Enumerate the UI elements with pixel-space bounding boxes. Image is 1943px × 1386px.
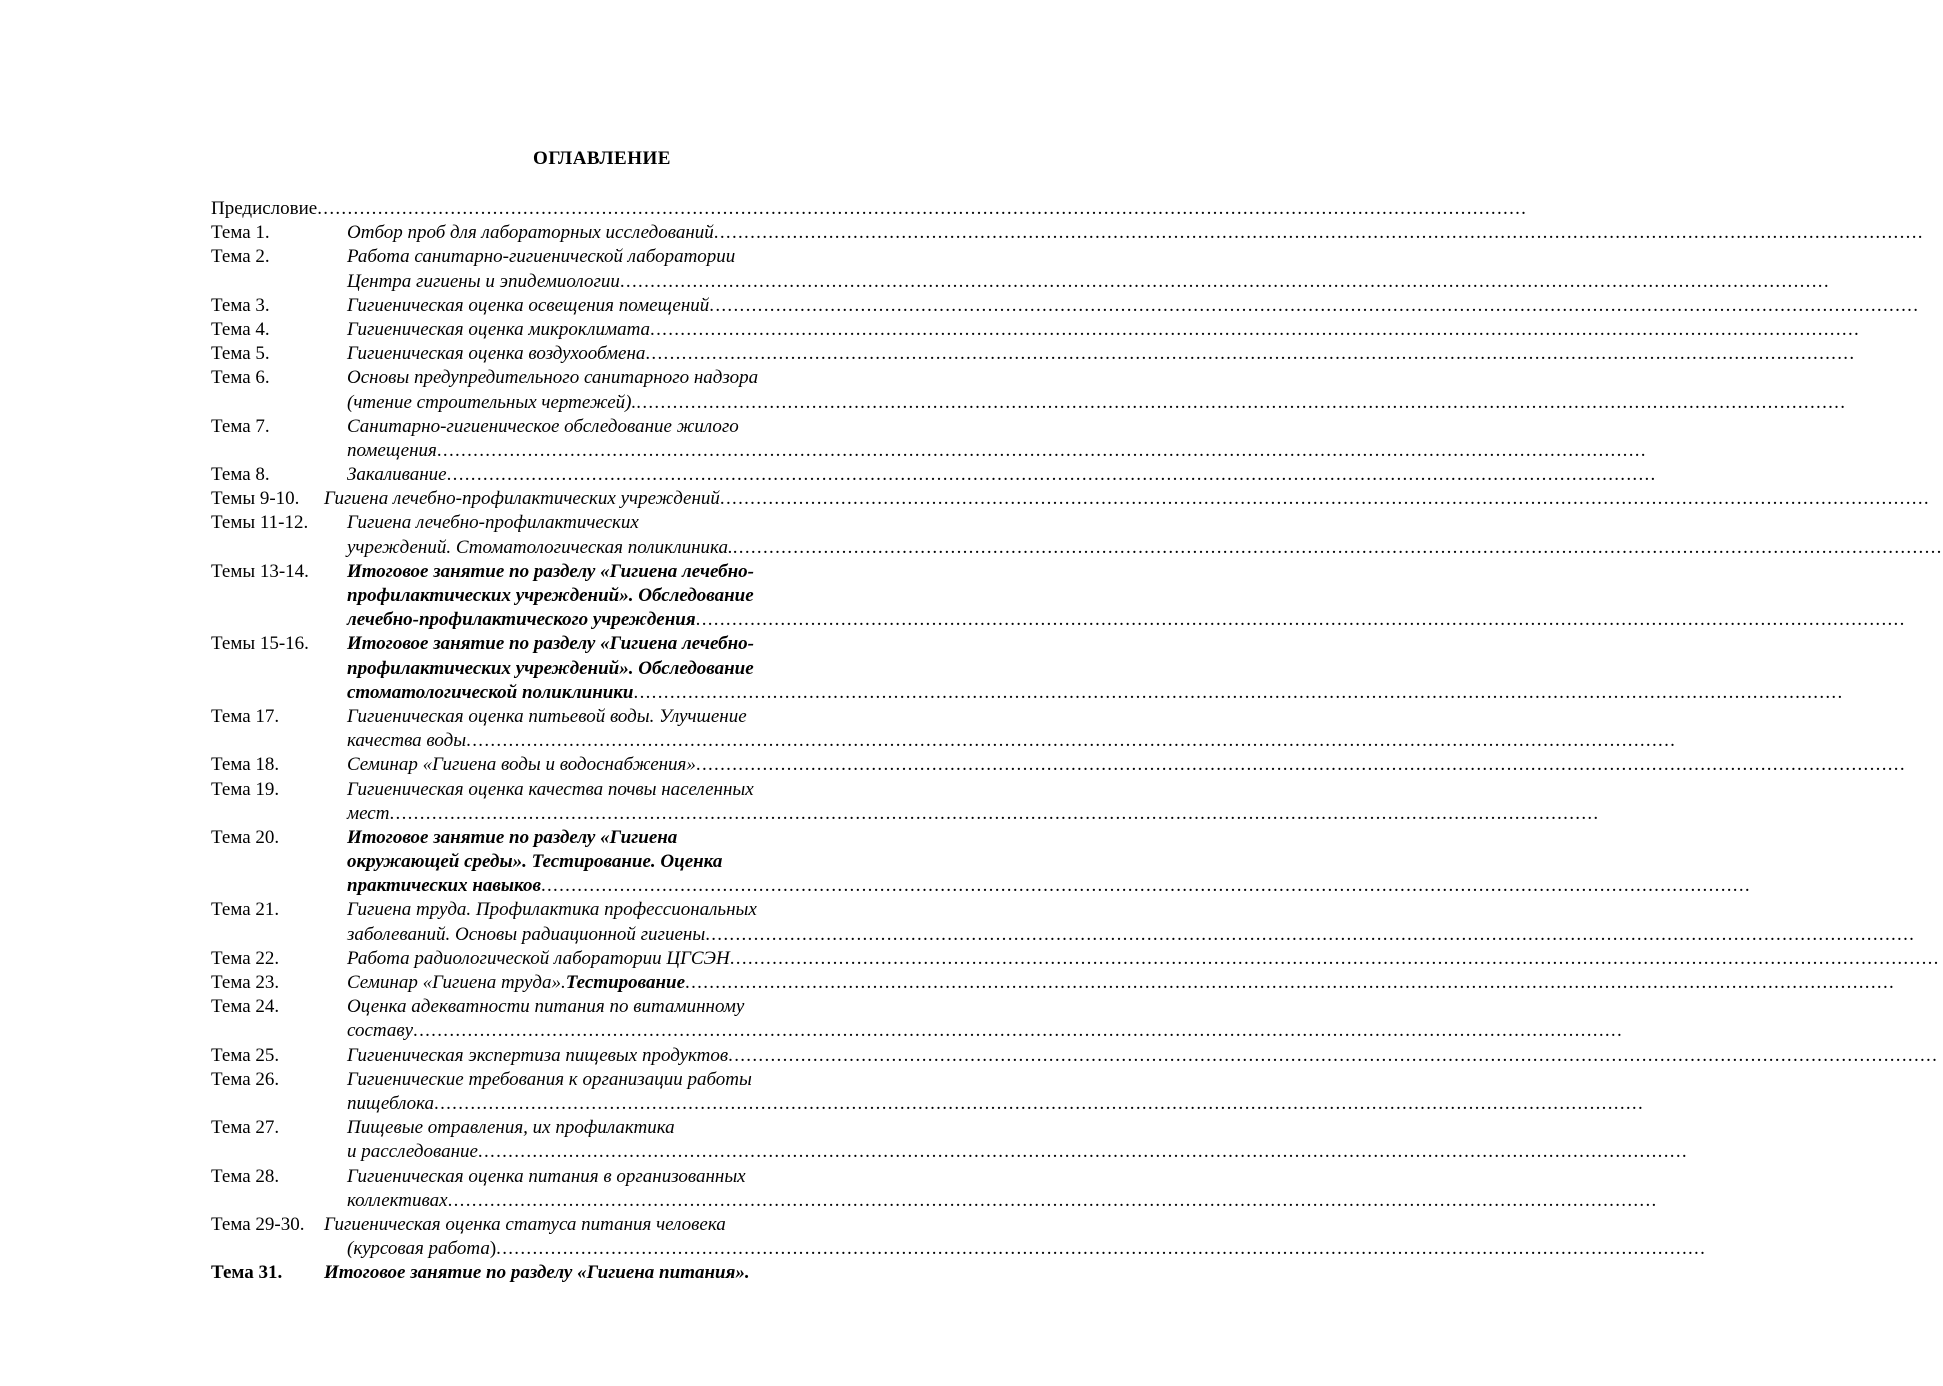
toc-entry <box>211 632 1844 705</box>
toc-entry <box>211 342 1856 366</box>
toc-label: Тема 26. <box>211 1068 280 1090</box>
toc-text: Итоговое занятие по разделу «Гигиена питания». <box>324 1262 750 1284</box>
toc-text: (чтение строительных чертежей). <box>347 391 637 413</box>
toc-line <box>211 318 1861 342</box>
toc-label: Тема 24. <box>211 996 280 1018</box>
toc-label: Тема 5. <box>211 343 270 365</box>
toc-leader-dots: ........................................................................................................................................................................................................ <box>633 681 1844 703</box>
toc-text: Семинар «Гигиена труда». <box>347 972 566 993</box>
toc-leader-dots: ........................................................................................................................................................................................................ <box>732 536 1943 558</box>
toc-entry <box>211 995 1624 1043</box>
toc-text: составу <box>347 1020 414 1042</box>
toc-line <box>211 391 1847 415</box>
toc-label: Тема 17. <box>211 705 280 727</box>
toc-leader-dots: ........................................................................................................................................................................................................ <box>619 270 1830 292</box>
toc-text: Семинар «Гигиена воды и водоснабжения» <box>347 754 696 776</box>
toc-line <box>211 608 1906 632</box>
toc-leader-dots: ........................................................................................................................................................................................................ <box>728 1044 1939 1066</box>
toc-text: Гигиеническая оценка воздухообмена <box>347 343 646 365</box>
toc-leader-dots: ........................................................................................................................................................................................................ <box>713 222 1924 244</box>
toc-text: Санитарно-гигиеническое обследование жилого <box>347 415 739 437</box>
toc-line <box>211 778 836 802</box>
toc-text-bold: Тестирование <box>565 972 686 993</box>
toc-label: Тема 22. <box>211 947 280 969</box>
toc-text: Работа радиологической лаборатории ЦГСЭН <box>347 947 730 969</box>
toc-label: Темы 9-10. <box>211 488 300 510</box>
toc-line <box>211 270 1830 294</box>
toc-line <box>211 221 1924 245</box>
toc-line <box>211 197 1528 221</box>
toc-entry <box>211 487 1930 511</box>
toc-leader-dots: ........................................................................................................................................................................................................ <box>695 754 1906 776</box>
toc-entry <box>211 947 1940 971</box>
toc-entry <box>211 245 1830 293</box>
toc-text: профилактических учреждений». Обследование <box>347 585 754 606</box>
toc-text: Итоговое занятие по разделу «Гигиена <box>347 826 678 848</box>
page-title: ОГЛАВЛЕНИЕ <box>533 148 671 169</box>
toc-entry <box>211 753 1906 777</box>
toc-text: Пищевые отравления, их профилактика <box>347 1117 675 1139</box>
toc-entry <box>211 560 1906 633</box>
toc-leader-dots: ........................................................................................................................................................................................................ <box>719 488 1930 510</box>
toc-leader-dots: ........................................................................................................................................................................................................ <box>540 875 1751 897</box>
toc-line <box>211 898 836 922</box>
toc-label: Темы 15-16. <box>211 633 309 655</box>
toc-text: коллективах <box>347 1189 448 1211</box>
toc-leader-dots: ........................................................................................................................................................................................................ <box>317 198 1528 219</box>
toc-entry <box>211 294 1920 318</box>
toc-text: Закаливание <box>347 464 447 486</box>
toc-line <box>211 971 1896 995</box>
toc-text: Гигиена лечебно-профилактических учреждений <box>324 488 720 510</box>
toc-label: Темы 13-14. <box>211 560 309 582</box>
toc-line <box>211 1140 1688 1164</box>
toc-leader-dots: ........................................................................................................................................................................................................ <box>434 1092 1645 1114</box>
toc-leader-dots: ........................................................................................................................................................................................................ <box>413 1020 1624 1042</box>
toc-text-tail: ) <box>489 1238 497 1260</box>
toc-leader-dots: ........................................................................................................................................................................................................ <box>436 439 1647 461</box>
toc-label: Тема 29-30. <box>211 1213 305 1235</box>
toc-entry <box>211 366 1847 414</box>
toc-label: Тема 20. <box>211 826 280 848</box>
toc-text: пищеблока <box>347 1092 435 1114</box>
toc-line <box>211 487 1930 511</box>
toc-text: Гигиеническая оценка питьевой воды. Улучшение <box>347 705 747 727</box>
toc-line <box>211 1116 836 1140</box>
toc-text: Итоговое занятие по разделу «Гигиена лечебно- <box>347 560 755 582</box>
toc-text: качества воды <box>347 730 467 752</box>
toc-text: Гигиеническая оценка качества почвы населенных <box>347 778 754 800</box>
toc-label: Тема 23. <box>211 972 280 993</box>
toc-line <box>211 705 836 729</box>
toc-text: стоматологической поликлиники <box>347 681 634 703</box>
toc-label: Тема 28. <box>211 1165 280 1187</box>
toc-leader-dots: ........................................................................................................................................................................................................ <box>729 947 1940 969</box>
toc-label: Тема 4. <box>211 318 270 340</box>
toc-entry <box>211 1068 1645 1116</box>
toc-text: Отбор проб для лабораторных исследований <box>347 222 714 244</box>
toc-line <box>211 753 1906 777</box>
toc-line <box>211 850 836 874</box>
toc-label: Тема 19. <box>211 778 280 800</box>
toc-text: Гигиена труда. Профилактика профессиональных <box>347 899 757 921</box>
toc-entry <box>211 1116 1688 1164</box>
toc-text: лечебно-профилактического учреждения <box>347 609 696 631</box>
toc-leader-dots: ........................................................................................................................................................................................................ <box>695 609 1906 631</box>
toc-line <box>211 1068 836 1092</box>
toc-entry <box>211 971 1896 995</box>
toc-entry <box>211 415 1647 463</box>
toc-line <box>211 947 1940 971</box>
toc-leader-dots: ........................................................................................................................................................................................................ <box>477 1141 1688 1163</box>
toc-text: Гигиенические требования к организации работы <box>347 1068 752 1090</box>
toc-text: Гигиеническая оценка освещения помещений <box>347 294 710 316</box>
toc-text: Центра гигиены и эпидемиологии <box>347 270 620 292</box>
toc-line <box>211 923 1916 947</box>
toc-label: Темы 11-12. <box>211 512 309 534</box>
toc-text: (курсовая работа <box>347 1238 490 1260</box>
toc-label: Тема 7. <box>211 415 270 437</box>
toc-entry <box>211 1044 1939 1068</box>
toc-line <box>211 729 1677 753</box>
toc-line <box>211 1213 836 1237</box>
toc-entry <box>211 778 1600 826</box>
toc-line <box>211 826 836 850</box>
toc-text: профилактических учреждений». Обследование <box>347 657 754 679</box>
toc-entry <box>211 197 1528 221</box>
toc-line <box>211 995 836 1019</box>
toc-entry <box>211 826 1751 899</box>
table-of-contents <box>211 197 1943 1285</box>
toc-line <box>211 1237 1707 1261</box>
toc-text: Основы предупредительного санитарного надзора <box>347 367 759 389</box>
toc-text: Гигиена лечебно-профилактических <box>347 512 639 534</box>
toc-label: Тема 21. <box>211 899 280 921</box>
toc-line <box>211 1189 1658 1213</box>
toc-leader-dots: ........................................................................................................................................................................................................ <box>636 391 1847 413</box>
toc-leader-dots: ........................................................................................................................................................................................................ <box>447 1189 1658 1211</box>
toc-text: помещения <box>347 439 437 461</box>
toc-entry <box>211 705 1677 753</box>
toc-label: Тема 2. <box>211 246 270 268</box>
toc-line <box>211 1044 1939 1068</box>
toc-line <box>211 657 836 681</box>
toc-text: и расследование <box>347 1141 478 1163</box>
toc-text: Работа санитарно-гигиенической лаборатории <box>347 246 736 268</box>
toc-line <box>211 463 1657 487</box>
toc-line <box>211 366 836 390</box>
toc-entry <box>211 318 1861 342</box>
toc-line <box>211 439 1647 463</box>
toc-text: практических навыков <box>347 875 541 897</box>
toc-entry <box>211 1213 1707 1261</box>
toc-line <box>211 1019 1624 1043</box>
toc-leader-dots: ........................................................................................................................................................................................................ <box>466 730 1677 752</box>
toc-label: Тема 3. <box>211 294 270 316</box>
toc-entry <box>211 1261 836 1285</box>
toc-text: заболеваний. Основы радиационной гигиены <box>347 923 706 945</box>
toc-leader-dots: ........................................................................................................................................................................................................ <box>446 464 1657 486</box>
toc-line <box>211 681 1844 705</box>
toc-text: Гигиеническая оценка питания в организованных <box>347 1165 746 1187</box>
toc-line <box>211 1092 1645 1116</box>
toc-line <box>211 874 1751 898</box>
toc-line <box>211 584 836 608</box>
toc-line <box>211 632 836 656</box>
toc-entry <box>211 898 1916 946</box>
toc-line <box>211 245 836 269</box>
toc-leader-dots: ........................................................................................................................................................................................................ <box>389 802 1600 824</box>
toc-leader-dots: ........................................................................................................................................................................................................ <box>650 318 1861 340</box>
toc-line <box>211 511 836 535</box>
toc-text: Гигиеническая оценка микроклимата <box>347 318 651 340</box>
toc-line <box>211 802 1600 826</box>
toc-label: Тема 1. <box>211 222 270 244</box>
toc-entry <box>211 463 1657 487</box>
toc-entry <box>211 511 1943 559</box>
toc-text: учреждений. Стоматологическая поликлиника. <box>347 536 733 558</box>
toc-entry <box>211 221 1924 245</box>
toc-label: Тема 31. <box>211 1262 283 1284</box>
toc-text: Итоговое занятие по разделу «Гигиена лечебно- <box>347 633 755 655</box>
toc-line <box>211 560 836 584</box>
toc-line <box>211 1165 836 1189</box>
toc-leader-dots: ........................................................................................................................................................................................................ <box>705 923 1916 945</box>
toc-leader-dots: ........................................................................................................................................................................................................ <box>709 294 1920 316</box>
toc-label: Тема 8. <box>211 464 270 486</box>
toc-line <box>211 415 836 439</box>
toc-text: мест <box>347 802 390 824</box>
toc-line <box>211 536 1943 560</box>
toc-text: Предисловие <box>211 198 318 219</box>
toc-text: Оценка адекватности питания по витаминному <box>347 996 745 1018</box>
toc-text: окружающей среды». Тестирование. Оценка <box>347 851 723 873</box>
toc-label: Тема 6. <box>211 367 270 389</box>
toc-label: Тема 25. <box>211 1044 280 1066</box>
toc-leader-dots: ........................................................................................................................................................................................................ <box>685 972 1896 993</box>
toc-leader-dots: ........................................................................................................................................................................................................ <box>496 1238 1707 1260</box>
toc-entry <box>211 1165 1658 1213</box>
toc-line <box>211 1261 836 1285</box>
toc-label: Тема 18. <box>211 754 280 776</box>
toc-line <box>211 342 1856 366</box>
toc-text: Гигиеническая экспертиза пищевых продуктов <box>347 1044 729 1066</box>
toc-line <box>211 294 1920 318</box>
toc-leader-dots: ........................................................................................................................................................................................................ <box>645 343 1856 365</box>
toc-label: Тема 27. <box>211 1117 280 1139</box>
toc-text: Гигиеническая оценка статуса питания человека <box>324 1213 726 1235</box>
